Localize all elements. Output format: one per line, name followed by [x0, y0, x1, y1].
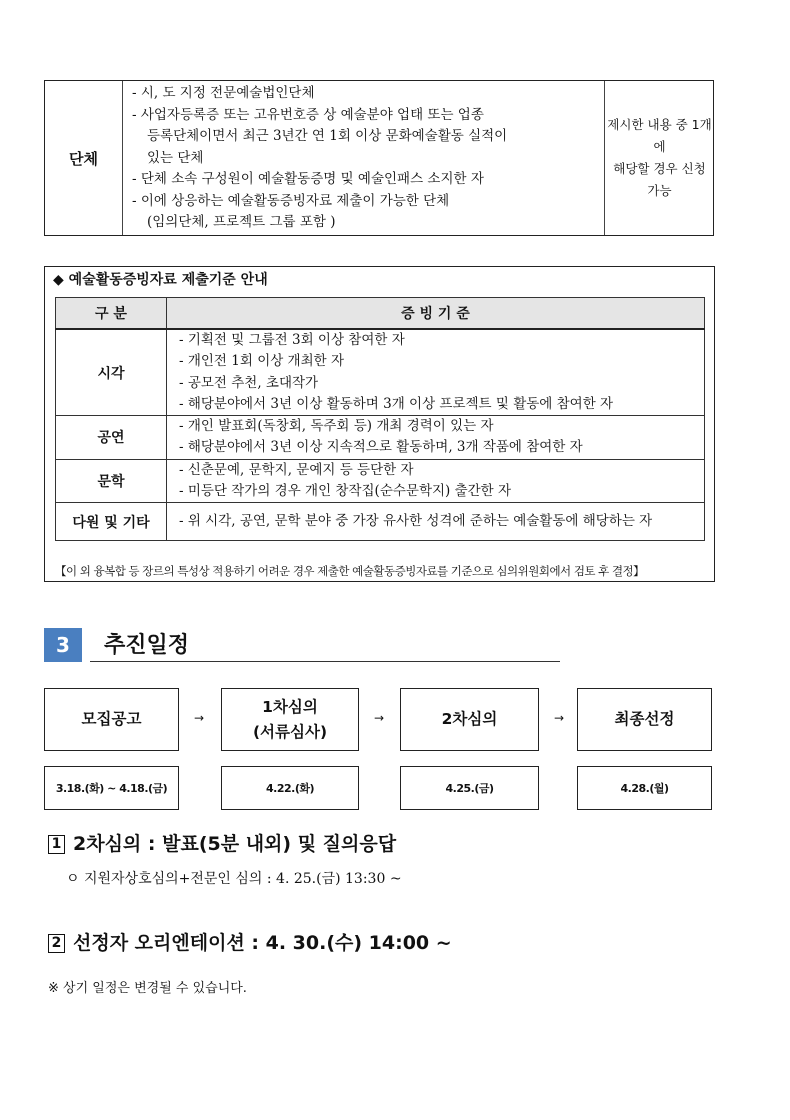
criterion: - 개인 발표회(독창회, 독주회 등) 개최 경력이 있는 자 — [179, 418, 494, 435]
step-label: (서류심사) — [252, 722, 328, 741]
category-other: 다원 및 기타 — [56, 503, 167, 541]
evidence-row-performance — [56, 416, 705, 460]
item1-heading — [48, 829, 396, 856]
step-label: 2차심의 — [441, 710, 498, 728]
group-criterion-cont: (임의단체, 프로젝트 그룹 포함 ) — [147, 214, 336, 230]
group-eligibility-table — [44, 80, 714, 236]
arrow-icon: → — [194, 711, 205, 725]
group-criterion: - 시, 도 지정 전문예술법인단체 — [132, 85, 315, 101]
criterion: - 기획전 및 그룹전 3회 이상 참여한 자 — [179, 332, 405, 348]
evidence-row-other — [56, 503, 705, 541]
step-label: 모집공고 — [81, 710, 142, 728]
criterion: - 공모전 추천, 초대작가 — [179, 374, 319, 391]
evidence-header-row — [56, 298, 705, 330]
group-criteria-cell — [122, 81, 605, 235]
arrow-icon: → — [374, 711, 385, 725]
section-underline — [90, 661, 560, 662]
item2-title: 선정자 오리엔테이션 : 4. 30.(수) 14:00 ~ — [73, 932, 452, 954]
item1-title: 2차심의 : 발표(5분 내외) 및 질의응답 — [73, 833, 397, 855]
criterion: - 해당분야에서 3년 이상 활동하며 3개 이상 프로젝트 및 활동에 참여한 자 — [179, 395, 614, 412]
item2-number: 2 — [48, 934, 65, 953]
date-recruit: 3.18.(화) ~ 4.18.(금) — [44, 766, 179, 810]
criteria-performance — [167, 416, 705, 460]
item2-heading — [48, 928, 452, 955]
criterion: - 개인전 1회 이상 개최한 자 — [179, 353, 345, 370]
step-first-review — [221, 688, 359, 751]
date-final-selection: 4.28.(월) — [577, 766, 712, 810]
criterion: - 미등단 작가의 경우 개인 창작집(순수문학지) 출간한 자 — [179, 483, 512, 500]
category-performance: 공연 — [56, 416, 167, 460]
item1-number: 1 — [48, 835, 65, 854]
evidence-row-visual — [56, 329, 705, 416]
arrow-icon: → — [554, 711, 565, 725]
date-second-review: 4.25.(금) — [400, 766, 539, 810]
header-criteria: 증 빙 기 준 — [167, 298, 705, 330]
header-category: 구 분 — [56, 298, 167, 330]
group-criterion: - 사업자등록증 또는 고유번호증 상 예술분야 업태 또는 업종 — [132, 106, 484, 123]
group-note-cell — [606, 81, 713, 235]
step-recruit — [44, 688, 179, 751]
evidence-criteria-box — [44, 266, 715, 582]
group-criterion: - 단체 소속 구성원이 예술활동증명 및 예술인패스 소지한 자 — [132, 171, 484, 187]
group-note-line: 제시한 내용 중 1개에 — [607, 117, 712, 154]
category-visual: 시각 — [56, 329, 167, 416]
section-number-badge: 3 — [44, 628, 82, 662]
criteria-other — [167, 503, 705, 541]
group-criterion: - 이에 상응하는 예술활동증빙자료 제출이 가능한 단체 — [132, 192, 450, 209]
group-note-line: 해당할 경우 신청 가능 — [613, 161, 706, 198]
step-final-selection — [577, 688, 712, 751]
evidence-note: 【이 외 융복합 등 장르의 특성상 적용하기 어려운 경우 제출한 예술활동증빙자료를 기준으로 심의위원회에서 검토 후 결정】 — [55, 564, 645, 578]
step-label: 1차심의 — [262, 697, 318, 716]
evidence-table — [55, 297, 705, 541]
group-label: 단체 — [45, 81, 123, 235]
group-criterion-cont: 있는 단체 — [147, 149, 204, 166]
section-title: 추진일정 — [104, 633, 190, 658]
evidence-title: ◆ 예술활동증빙자료 제출기준 안내 — [53, 272, 268, 288]
group-criterion-cont: 등록단체이면서 최근 3년간 연 1회 이상 문화예술활동 실적이 — [147, 128, 508, 144]
item1-detail: ㅇ 지원자상호심의+전문인 심의 : 4. 25.(금) 13:30 ~ — [66, 871, 402, 887]
footnote: ※ 상기 일정은 변경될 수 있습니다. — [48, 981, 247, 996]
step-second-review — [400, 688, 539, 751]
category-literature: 문학 — [56, 459, 167, 503]
criteria-literature — [167, 459, 705, 503]
criteria-visual — [167, 329, 705, 416]
step-label: 최종선정 — [614, 710, 675, 728]
criterion: - 신춘문예, 문학지, 문예지 등 등단한 자 — [179, 461, 414, 478]
evidence-row-literature — [56, 459, 705, 503]
date-first-review: 4.22.(화) — [221, 766, 359, 810]
criterion: - 위 시각, 공연, 문학 분야 중 가장 유사한 성격에 준하는 예술활동에 해당하는 자 — [179, 513, 653, 530]
criterion: - 해당분야에서 3년 이상 지속적으로 활동하며, 3개 작품에 참여한 자 — [179, 439, 583, 456]
